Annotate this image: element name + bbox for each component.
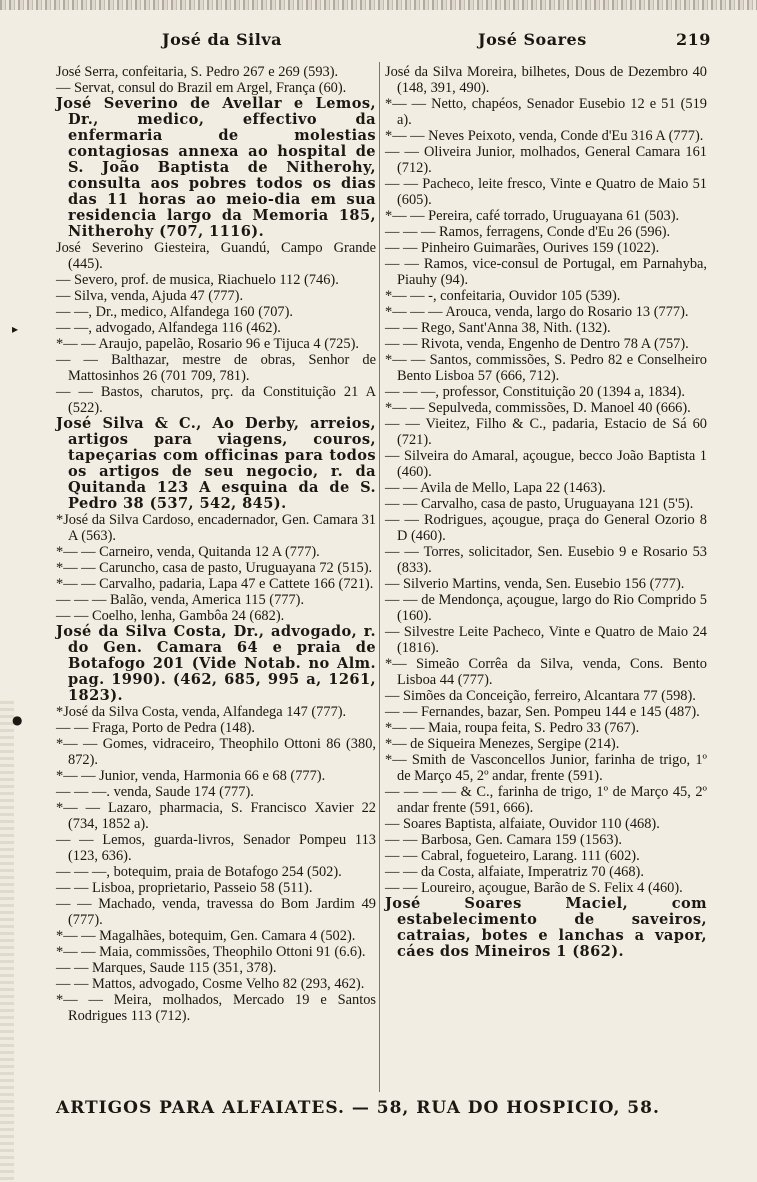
right-column: [385, 64, 707, 960]
directory-entry: — Simões da Conceição, ferreiro, Alcantara 77 (598).: [385, 688, 696, 704]
directory-entry: — — Fernandes, bazar, Sen. Pompeu 144 e 145 (487).: [385, 704, 700, 720]
directory-entry: *— — — Arouca, venda, largo do Rosario 13 (777).: [385, 304, 689, 320]
directory-entry: *— Simeão Corrêa da Silva, venda, Cons. Bento Lisboa 44 (777).: [385, 656, 707, 688]
directory-entry: — —, advogado, Alfandega 116 (462).: [56, 320, 281, 336]
running-head-right: José Soares: [478, 30, 587, 49]
directory-entry: — — —, botequim, praia de Botafogo 254 (502).: [56, 864, 342, 880]
directory-entry: — — Coelho, lenha, Gambôa 24 (682).: [56, 608, 285, 624]
directory-entry: — — Mattos, advogado, Cosme Velho 82 (293, 462).: [56, 976, 365, 992]
directory-entry: José Severino de Avellar e Lemos, Dr., medico, effectivo da enfermaria de molestias contagiosas annexa ao hospital de S. João Baptista de Nitherohy, consulta aos pobres todos os dias das 11 horas ao meio-dia em sua residencia largo da Memoria 185, Nitherohy (707, 1116).: [56, 95, 376, 240]
directory-entry: *— — Maia, roupa feita, S. Pedro 33 (767).: [385, 720, 640, 736]
directory-entry: *— — Magalhães, botequim, Gen. Camara 4 (502).: [56, 928, 356, 944]
directory-entry: — Severo, prof. de musica, Riachuelo 112 (746).: [56, 272, 339, 288]
directory-entry: *— — Gomes, vidraceiro, Theophilo Ottoni 86 (380, 872).: [56, 736, 376, 768]
left-column: [56, 64, 376, 1024]
directory-entry: *— — Carneiro, venda, Quitanda 12 A (777).: [56, 544, 320, 560]
directory-entry: — — Vieitez, Filho & C., padaria, Estacio de Sá 60 (721).: [385, 416, 707, 448]
margin-mark: ●: [12, 713, 23, 727]
directory-entry: — — da Costa, alfaiate, Imperatriz 70 (468).: [385, 864, 644, 880]
directory-entry: José Severino Giesteira, Guandú, Campo Grande (445).: [56, 240, 376, 272]
directory-entry: *— — -, confeitaria, Ouvidor 105 (539).: [385, 288, 621, 304]
directory-entry: — — Bastos, charutos, prç. da Constituição 21 A (522).: [56, 384, 376, 416]
margin-mark: ▸: [12, 322, 19, 336]
directory-entry: — — Rego, Sant'Anna 38, Nith. (132).: [385, 320, 611, 336]
directory-entry: — — Lemos, guarda-livros, Senador Pompeu 113 (123, 636).: [56, 832, 376, 864]
directory-entry: — — Cabral, fogueteiro, Larang. 111 (602).: [385, 848, 640, 864]
directory-entry: *— — Pereira, café torrado, Uruguayana 61 (503).: [385, 208, 680, 224]
directory-entry: — — Barbosa, Gen. Camara 159 (1563).: [385, 832, 622, 848]
directory-entry: *— — Lazaro, pharmacia, S. Francisco Xavier 22 (734, 1852 a).: [56, 800, 376, 832]
directory-entry: *José da Silva Cardoso, encadernador, Gen. Camara 31 A (563).: [56, 512, 376, 544]
directory-entry: José da Silva Costa, Dr., advogado, r. do Gen. Camara 64 e praia de Botafogo 201 (Vide Notab. no Alm. pag. 1990). (462, 685, 995 a, 1261, 1823).: [56, 623, 376, 704]
directory-entry: *— — Neves Peixoto, venda, Conde d'Eu 316 A (777).: [385, 128, 704, 144]
directory-entry: — — de Mendonça, açougue, largo do Rio Comprido 5 (160).: [385, 592, 707, 624]
directory-entry: José Silva & C., Ao Derby, arreios, artigos para viagens, couros, tapeçarias com officinas para todos os artigos de seu negocio, r. da Quitanda 123 A esquina da de S. Pedro 38 (537, 542, 845).: [56, 415, 376, 512]
directory-entry: — — Fraga, Porto de Pedra (148).: [56, 720, 256, 736]
directory-entry: *— Smith de Vasconcellos Junior, farinha de trigo, 1º de Março 45, 2º andar, frente (591).: [385, 752, 707, 784]
directory-entry: — Silva, venda, Ajuda 47 (777).: [56, 288, 244, 304]
directory-entry: — — Machado, venda, travessa do Bom Jardim 49 (777).: [56, 896, 376, 928]
directory-entry: — — Pacheco, leite fresco, Vinte e Quatro de Maio 51 (605).: [385, 176, 707, 208]
directory-entry: — — Avila de Mello, Lapa 22 (1463).: [385, 480, 606, 496]
directory-entry: *— — Meira, molhados, Mercado 19 e Santos Rodrigues 113 (712).: [56, 992, 376, 1024]
column-divider: [379, 62, 380, 1092]
directory-entry: — — — Ramos, ferragens, Conde d'Eu 26 (596).: [385, 224, 671, 240]
running-head-left: José da Silva: [162, 30, 282, 49]
directory-entry: — — — Balão, venda, America 115 (777).: [56, 592, 305, 608]
directory-entry: — — Pinheiro Guimarães, Ourives 159 (1022).: [385, 240, 660, 256]
page-top-edge: [0, 0, 757, 10]
directory-entry: — — Rivota, venda, Engenho de Dentro 78 A (757).: [385, 336, 689, 352]
page-number: 219: [676, 30, 711, 49]
directory-entry: — Silverio Martins, venda, Sen. Eusebio 156 (777).: [385, 576, 685, 592]
directory-entry: *— — Carvalho, padaria, Lapa 47 e Cattete 166 (721).: [56, 576, 374, 592]
directory-entry: — — Ramos, vice-consul de Portugal, em Parnahyba, Piauhy (94).: [385, 256, 707, 288]
directory-entry: — — Carvalho, casa de pasto, Uruguayana 121 (5'5).: [385, 496, 694, 512]
advertisement-footer: ARTIGOS PARA ALFAIATES. — 58, RUA DO HOSPICIO, 58.: [56, 1098, 660, 1118]
directory-entry: — — Torres, solicitador, Sen. Eusebio 9 e Rosario 53 (833).: [385, 544, 707, 576]
directory-entry: *— — Netto, chapéos, Senador Eusebio 12 e 51 (519 a).: [385, 96, 707, 128]
directory-entry: — Servat, consul do Brazil em Argel, França (60).: [56, 80, 347, 96]
directory-entry: *— — Araujo, papelão, Rosario 96 e Tijuca 4 (725).: [56, 336, 359, 352]
directory-entry: — Silvestre Leite Pacheco, Vinte e Quatro de Maio 24 (1816).: [385, 624, 707, 656]
directory-entry: José da Silva Moreira, bilhetes, Dous de Dezembro 40 (148, 391, 490).: [385, 64, 707, 96]
directory-entry: *— — Santos, commissões, S. Pedro 82 e Conselheiro Bento Lisboa 57 (666, 712).: [385, 352, 707, 384]
directory-entry: — —, Dr., medico, Alfandega 160 (707).: [56, 304, 293, 320]
directory-entry: — — Rodrigues, açougue, praça do General Ozorio 8 D (460).: [385, 512, 707, 544]
directory-entry: — — Oliveira Junior, molhados, General Camara 161 (712).: [385, 144, 707, 176]
directory-entry: *— de Siqueira Menezes, Sergipe (214).: [385, 736, 620, 752]
directory-entry: *José da Silva Costa, venda, Alfandega 147 (777).: [56, 704, 347, 720]
directory-entry: *— — Junior, venda, Harmonia 66 e 68 (777).: [56, 768, 326, 784]
directory-entry: — — Loureiro, açougue, Barão de S. Felix 4 (460).: [385, 880, 683, 896]
directory-entry: — — —, professor, Constituição 20 (1394 a, 1834).: [385, 384, 685, 400]
page-left-edge: [0, 700, 14, 1180]
directory-entry: *— — Caruncho, casa de pasto, Uruguayana 72 (515).: [56, 560, 373, 576]
directory-entry: — — —. venda, Saude 174 (777).: [56, 784, 254, 800]
directory-entry: — — Marques, Saude 115 (351, 378).: [56, 960, 277, 976]
directory-entry: José Soares Maciel, com estabelecimento de saveiros, catraias, botes e lanchas a vapor, cáes dos Mineiros 1 (862).: [385, 895, 707, 960]
directory-entry: José Serra, confeitaria, S. Pedro 267 e 269 (593).: [56, 64, 339, 80]
directory-entry: — Silveira do Amaral, açougue, becco João Baptista 1 (460).: [385, 448, 707, 480]
directory-entry: — — Balthazar, mestre de obras, Senhor de Mattosinhos 26 (701 709, 781).: [56, 352, 376, 384]
directory-entry: — — — — & C., farinha de trigo, 1º de Março 45, 2º andar frente (591, 666).: [385, 784, 707, 816]
directory-entry: *— — Maia, commissões, Theophilo Ottoni 91 (6.6).: [56, 944, 366, 960]
directory-entry: *— — Sepulveda, commissões, D. Manoel 40 (666).: [385, 400, 691, 416]
directory-entry: — Soares Baptista, alfaiate, Ouvidor 110 (468).: [385, 816, 660, 832]
directory-entry: — — Lisboa, proprietario, Passeio 58 (511).: [56, 880, 313, 896]
